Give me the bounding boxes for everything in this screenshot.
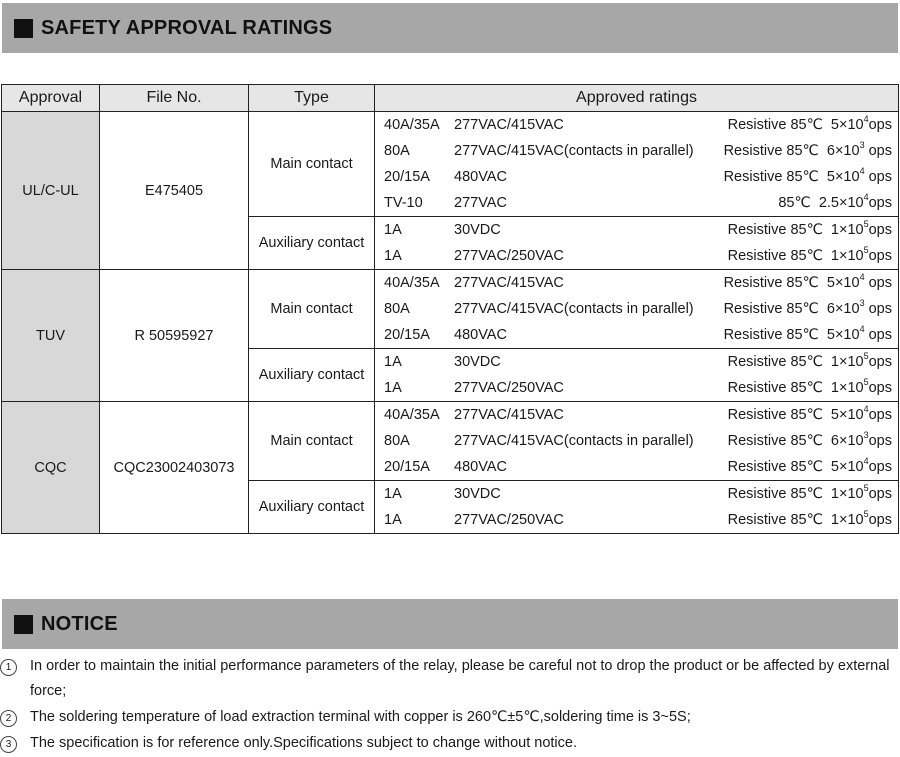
rating-current: 1A — [384, 486, 402, 502]
rating-line — [375, 375, 898, 401]
rating-life-exponent: 3 — [863, 430, 869, 441]
approved-ratings-cell — [375, 349, 899, 402]
approved-ratings-cell — [375, 112, 899, 217]
rating-condition: Resistive 85℃ — [727, 407, 823, 423]
rating-current: 40A/35A — [384, 407, 440, 423]
rating-life-suffix: ops — [868, 248, 892, 264]
rating-life-exponent: 4 — [859, 166, 865, 177]
rating-life-suffix: ops — [868, 117, 892, 133]
rating-load — [384, 454, 507, 480]
approved-ratings-cell — [375, 402, 899, 481]
rating-life-suffix: ops — [864, 143, 892, 159]
rating-life-suffix: ops — [868, 459, 892, 475]
rating-load — [384, 375, 564, 401]
square-bullet-icon — [14, 615, 33, 634]
notice-text: In order to maintain the initial performance parameters of the relay, please be careful not to drop the product or be affected by external force; — [30, 658, 890, 699]
rating-life-base: 5×10 — [830, 459, 864, 475]
rating-life-suffix: ops — [864, 327, 892, 343]
rating-current: 80A — [384, 301, 410, 317]
rating-voltage: 277VAC/415VAC(contacts in parallel) — [454, 301, 694, 317]
rating-condition: Resistive 85℃ — [727, 486, 823, 502]
rating-voltage: 480VAC — [454, 169, 507, 185]
rating-line — [375, 507, 898, 533]
rating-life-base: 5×10 — [826, 327, 860, 343]
rating-life-exponent: 5 — [863, 245, 869, 256]
rating-life-base: 6×10 — [830, 433, 864, 449]
rating-load — [384, 349, 501, 375]
rating-line — [375, 481, 898, 507]
rating-line — [375, 112, 898, 138]
rating-life-suffix: ops — [868, 195, 892, 211]
rating-life-exponent: 5 — [863, 483, 869, 494]
rating-line — [375, 164, 898, 190]
rating-load — [384, 481, 501, 507]
rating-life-exponent: 5 — [863, 351, 869, 362]
rating-life-suffix: ops — [868, 407, 892, 423]
rating-life-exponent: 4 — [859, 272, 865, 283]
rating-load — [384, 507, 564, 533]
notice-list — [0, 654, 900, 757]
rating-condition: Resistive 85℃ — [727, 354, 823, 370]
rating-life-base: 5×10 — [830, 117, 864, 133]
notice-header — [2, 599, 898, 649]
type-cell: Auxiliary contact — [249, 349, 375, 402]
rating-load — [384, 243, 564, 269]
rating-life — [728, 217, 892, 243]
rating-voltage: 277VAC/415VAC — [454, 275, 564, 291]
type-cell: Auxiliary contact — [249, 217, 375, 270]
rating-life-exponent: 3 — [859, 140, 865, 151]
rating-life — [728, 481, 892, 507]
rating-life — [728, 243, 892, 269]
rating-life-exponent: 4 — [859, 324, 865, 335]
rating-current: 80A — [384, 143, 410, 159]
notice-item — [0, 654, 900, 704]
rating-load — [384, 402, 564, 428]
rating-line — [375, 138, 898, 164]
rating-load — [384, 296, 694, 322]
rating-life-suffix: ops — [868, 354, 892, 370]
rating-load — [384, 112, 564, 138]
rating-life-exponent: 5 — [863, 377, 869, 388]
rating-current: 20/15A — [384, 459, 430, 475]
rating-life-exponent: 5 — [863, 509, 869, 520]
rating-voltage: 277VAC/415VAC(contacts in parallel) — [454, 433, 694, 449]
square-bullet-icon — [14, 19, 33, 38]
rating-life-exponent: 5 — [863, 219, 869, 230]
section-title: SAFETY APPROVAL RATINGS — [41, 16, 333, 39]
rating-voltage: 277VAC/415VAC — [454, 407, 564, 423]
rating-life-suffix: ops — [864, 169, 892, 185]
notice-item — [0, 705, 900, 730]
rating-line — [375, 190, 898, 216]
rating-life-base: 1×10 — [830, 486, 864, 502]
file-no-cell: E475405 — [100, 112, 249, 270]
notice-item — [0, 731, 900, 756]
rating-condition: Resistive 85℃ — [723, 301, 819, 317]
rating-life-base: 1×10 — [830, 354, 864, 370]
rating-line — [375, 322, 898, 348]
file-no-cell: R 50595927 — [100, 270, 249, 402]
file-no-cell: CQC23002403073 — [100, 402, 249, 534]
rating-life-suffix: ops — [868, 380, 892, 396]
rating-load — [384, 428, 694, 454]
type-cell: Main contact — [249, 270, 375, 349]
rating-life-base: 1×10 — [830, 512, 864, 528]
rating-load — [384, 164, 507, 190]
rating-condition: Resistive 85℃ — [723, 143, 819, 159]
table-row — [2, 112, 899, 217]
rating-life-base: 5×10 — [826, 275, 860, 291]
rating-life — [724, 164, 892, 190]
rating-voltage: 480VAC — [454, 327, 507, 343]
rating-current: 1A — [384, 512, 402, 528]
column-header-approved-ratings: Approved ratings — [375, 85, 899, 112]
approved-ratings-cell — [375, 481, 899, 534]
rating-load — [384, 138, 694, 164]
approval-cell: CQC — [2, 402, 100, 534]
rating-current: 20/15A — [384, 327, 430, 343]
rating-life — [728, 428, 892, 454]
rating-load — [384, 322, 507, 348]
rating-voltage: 30VDC — [454, 354, 501, 370]
rating-voltage: 277VAC/250VAC — [454, 248, 564, 264]
rating-life-exponent: 4 — [863, 192, 869, 203]
rating-condition: Resistive 85℃ — [723, 275, 819, 291]
rating-voltage: 30VDC — [454, 222, 501, 238]
column-header-type: Type — [249, 85, 375, 112]
table-header-row — [2, 85, 899, 112]
rating-condition: 85℃ — [778, 195, 811, 211]
circled-number-icon: 3 — [0, 736, 17, 753]
rating-current: 1A — [384, 380, 402, 396]
rating-current: 1A — [384, 222, 402, 238]
rating-current: TV-10 — [384, 195, 423, 211]
notice-text: The specification is for reference only.Specifications subject to change without notice. — [30, 735, 577, 751]
approved-ratings-cell — [375, 217, 899, 270]
rating-life-exponent: 4 — [863, 456, 869, 467]
rating-voltage: 277VAC/250VAC — [454, 380, 564, 396]
rating-condition: Resistive 85℃ — [727, 222, 823, 238]
rating-voltage: 277VAC/250VAC — [454, 512, 564, 528]
rating-life-base: 2.5×10 — [818, 195, 864, 211]
rating-voltage: 30VDC — [454, 486, 501, 502]
rating-condition: Resistive 85℃ — [727, 433, 823, 449]
ratings-table-body — [2, 112, 899, 534]
rating-line — [375, 243, 898, 269]
rating-life-suffix: ops — [864, 275, 892, 291]
table-row — [2, 402, 899, 481]
rating-current: 20/15A — [384, 169, 430, 185]
rating-current: 40A/35A — [384, 117, 440, 133]
rating-life-suffix: ops — [868, 512, 892, 528]
rating-life — [724, 138, 892, 164]
type-cell: Main contact — [249, 112, 375, 217]
rating-life-suffix: ops — [864, 301, 892, 317]
type-cell: Main contact — [249, 402, 375, 481]
rating-condition: Resistive 85℃ — [727, 459, 823, 475]
rating-life-suffix: ops — [868, 486, 892, 502]
rating-line — [375, 296, 898, 322]
approval-cell: UL/C-UL — [2, 112, 100, 270]
rating-condition: Resistive 85℃ — [727, 380, 823, 396]
rating-condition: Resistive 85℃ — [727, 117, 823, 133]
rating-life — [724, 296, 892, 322]
circled-number-icon: 1 — [0, 659, 17, 676]
rating-line — [375, 349, 898, 375]
rating-life-suffix: ops — [868, 222, 892, 238]
ratings-table — [1, 84, 899, 534]
rating-life-base: 1×10 — [830, 222, 864, 238]
column-header-approval: Approval — [2, 85, 100, 112]
column-header-file-no: File No. — [100, 85, 249, 112]
rating-current: 1A — [384, 354, 402, 370]
rating-condition: Resistive 85℃ — [723, 327, 819, 343]
rating-life-base: 5×10 — [826, 169, 860, 185]
rating-life — [724, 270, 892, 296]
rating-condition: Resistive 85℃ — [727, 512, 823, 528]
rating-life — [724, 322, 892, 348]
rating-current: 40A/35A — [384, 275, 440, 291]
rating-life-exponent: 4 — [863, 404, 869, 415]
rating-life — [728, 349, 892, 375]
rating-life-base: 1×10 — [830, 248, 864, 264]
rating-line — [375, 428, 898, 454]
rating-life — [728, 507, 892, 533]
rating-voltage: 277VAC/415VAC(contacts in parallel) — [454, 143, 694, 159]
rating-life — [728, 454, 892, 480]
rating-load — [384, 270, 564, 296]
circled-number-icon: 2 — [0, 710, 17, 727]
safety-approval-header — [2, 3, 898, 53]
rating-life-exponent: 4 — [863, 114, 869, 125]
rating-life-suffix: ops — [868, 433, 892, 449]
rating-current: 80A — [384, 433, 410, 449]
section-title: NOTICE — [41, 612, 118, 635]
rating-load — [384, 217, 501, 243]
rating-line — [375, 402, 898, 428]
rating-life — [728, 112, 892, 138]
rating-life-base: 6×10 — [826, 143, 860, 159]
rating-life — [728, 375, 892, 401]
rating-line — [375, 217, 898, 243]
rating-condition: Resistive 85℃ — [727, 248, 823, 264]
rating-life-exponent: 3 — [859, 298, 865, 309]
rating-life — [778, 190, 892, 216]
rating-line — [375, 270, 898, 296]
rating-life-base: 1×10 — [830, 380, 864, 396]
rating-line — [375, 454, 898, 480]
approved-ratings-cell — [375, 270, 899, 349]
table-row — [2, 270, 899, 349]
rating-load — [384, 190, 507, 216]
approval-cell: TUV — [2, 270, 100, 402]
rating-voltage: 277VAC — [454, 195, 507, 211]
rating-voltage: 277VAC/415VAC — [454, 117, 564, 133]
rating-voltage: 480VAC — [454, 459, 507, 475]
rating-life — [728, 402, 892, 428]
rating-life-base: 5×10 — [830, 407, 864, 423]
type-cell: Auxiliary contact — [249, 481, 375, 534]
notice-text: The soldering temperature of load extraction terminal with copper is 260℃±5℃,soldering time is 3~5S; — [30, 709, 691, 725]
rating-current: 1A — [384, 248, 402, 264]
rating-condition: Resistive 85℃ — [723, 169, 819, 185]
rating-life-base: 6×10 — [826, 301, 860, 317]
